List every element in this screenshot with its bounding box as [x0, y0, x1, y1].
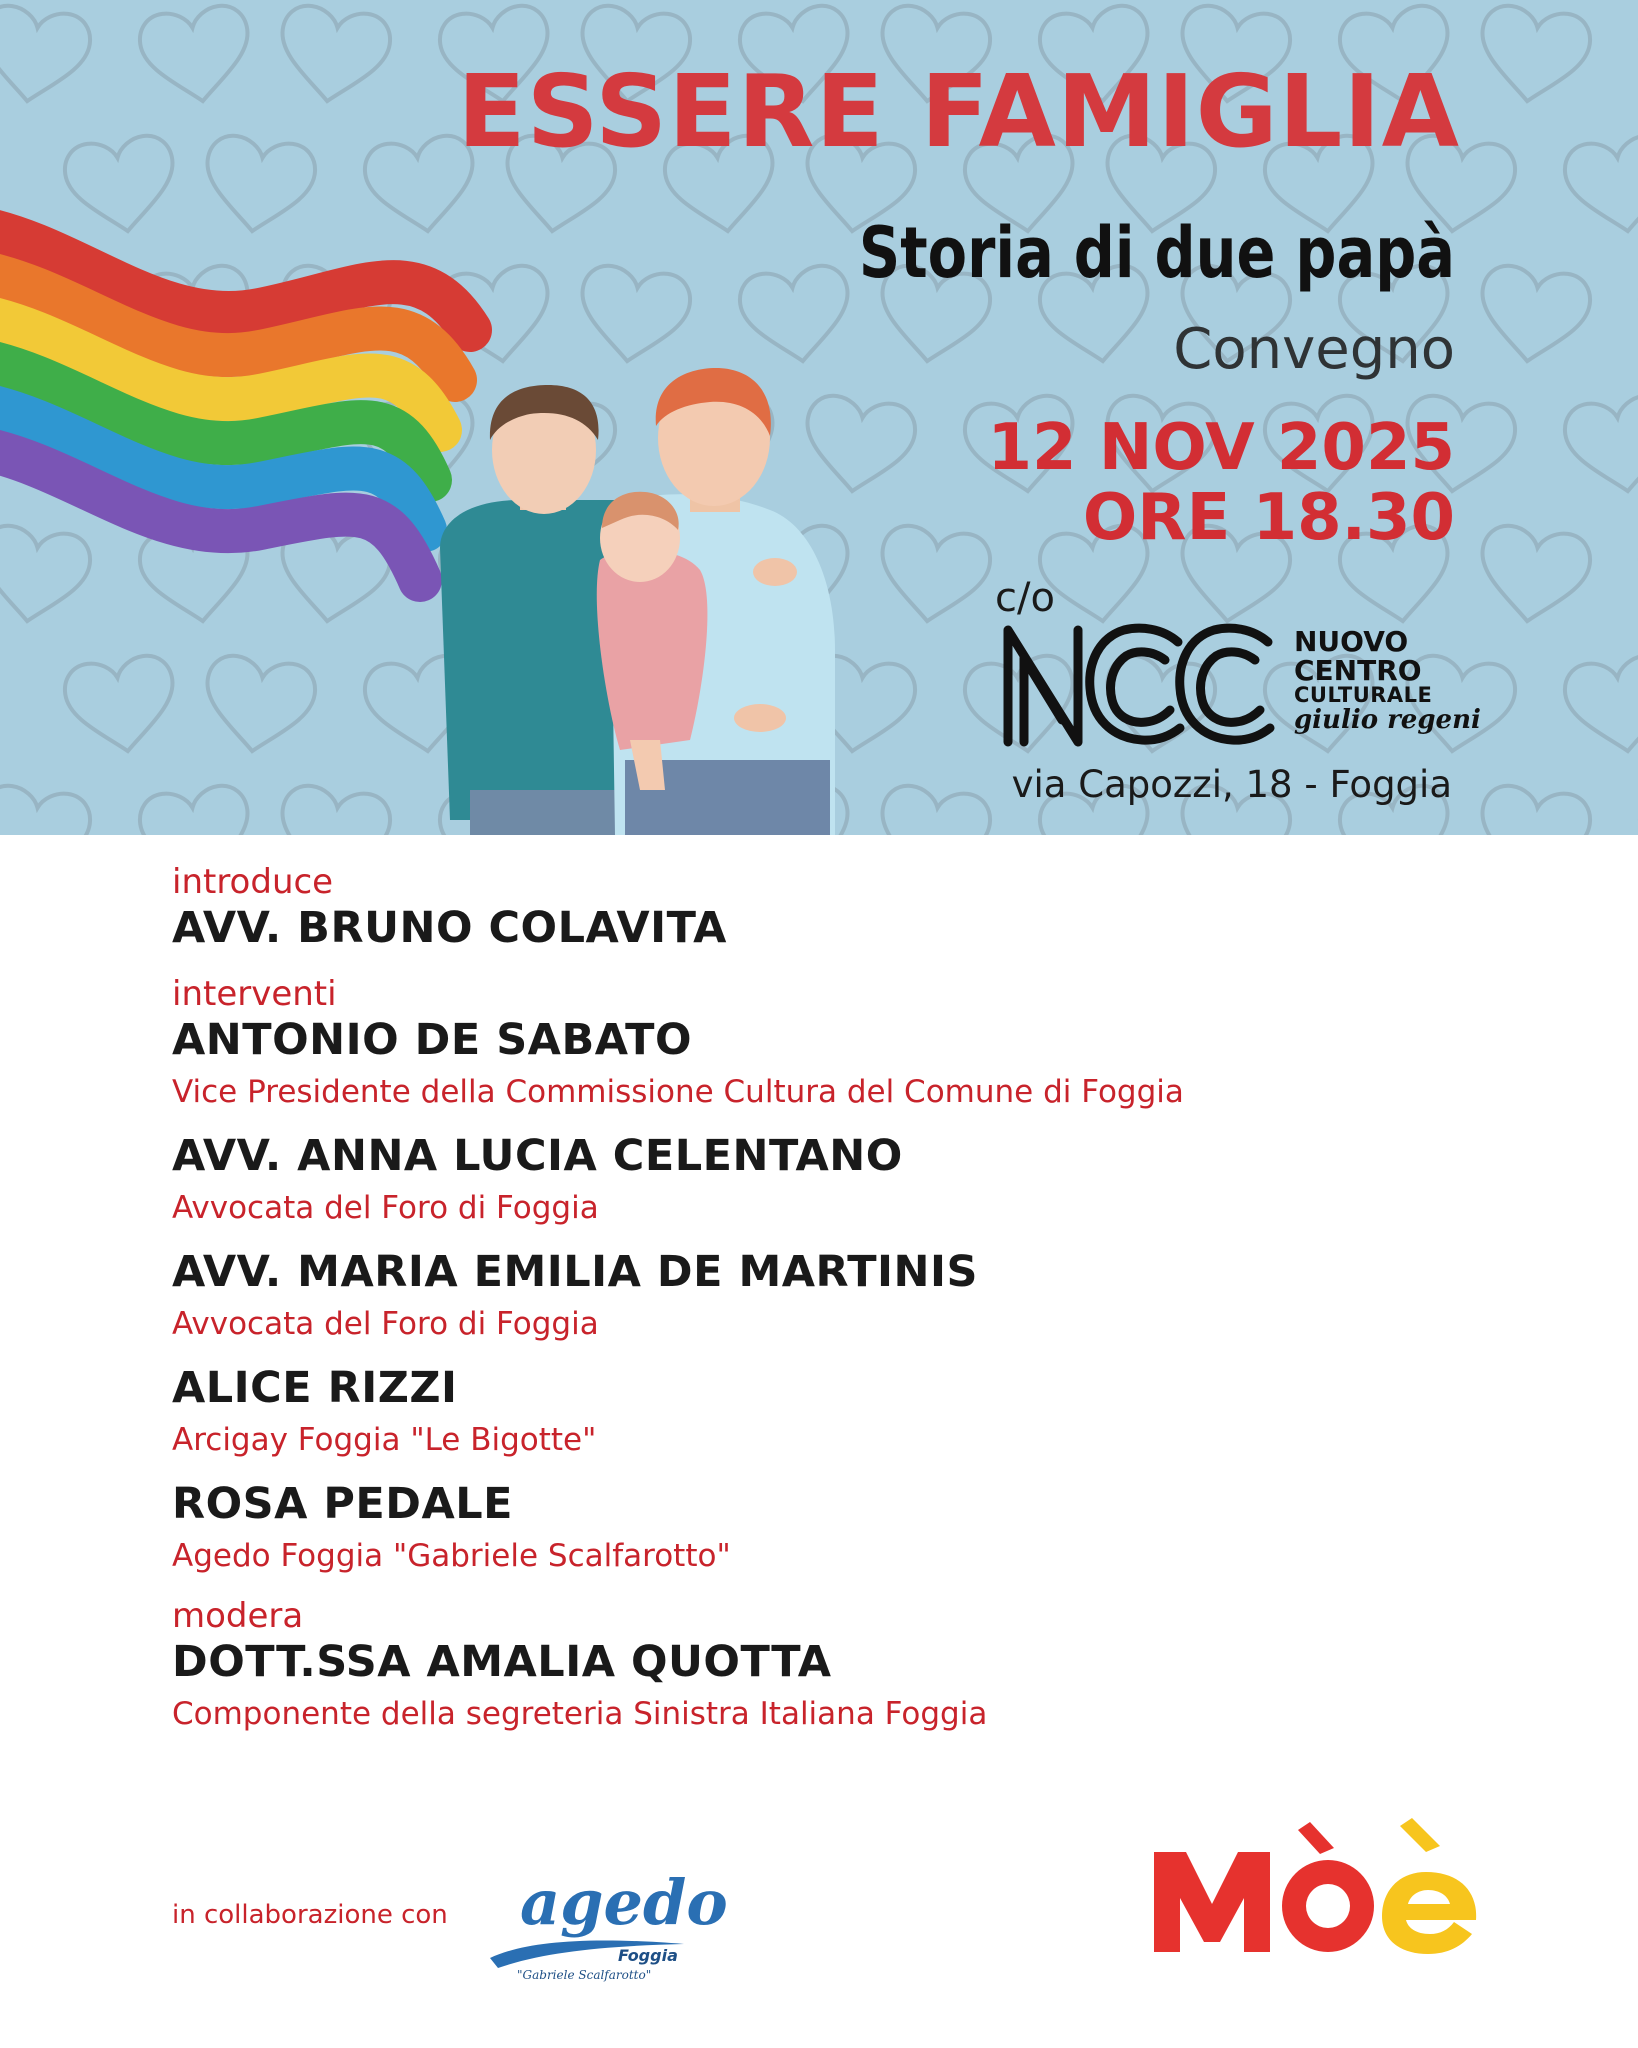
program-section — [172, 862, 1552, 1754]
modera-section — [172, 1596, 1552, 1734]
event-title: ESSERE FAMIGLIA — [457, 53, 1460, 170]
speaker-role: Vice Presidente della Commissione Cultura del Comune di Foggia — [172, 1074, 1184, 1110]
introduce-label: introduce — [172, 862, 334, 902]
speaker-item — [172, 1130, 1552, 1228]
event-type: Convegno — [1173, 317, 1455, 382]
agedo-logo-subtitle: "Gabriele Scalfarotto" — [517, 1968, 652, 1982]
collaboration-label: in collaborazione con — [172, 1900, 448, 1930]
venue-prefix: c/o — [995, 575, 1055, 621]
ncc-logo-text — [1294, 625, 1481, 735]
moderator-role: Componente della segreteria Sinistra Italiana Foggia — [172, 1696, 988, 1732]
header-banner — [0, 0, 1638, 835]
speaker-name: ROSA PEDALE — [172, 1479, 514, 1529]
interventi-label: interventi — [172, 974, 337, 1014]
introduce-section — [172, 862, 1552, 954]
speaker-item — [172, 1362, 1552, 1460]
modera-label: modera — [172, 1596, 304, 1636]
introducer-name: AVV. BRUNO COLAVITA — [172, 903, 727, 953]
interventi-section — [172, 974, 1552, 1576]
event-time: ORE 18.30 — [1082, 481, 1455, 555]
ncc-line-2: CENTRO — [1294, 653, 1422, 687]
speaker-item — [172, 1246, 1552, 1344]
venue-address: via Capozzi, 18 - Foggia — [1011, 763, 1452, 806]
ncc-logo-icon — [1000, 620, 1275, 750]
ncc-line-4: giulio regeni — [1294, 704, 1481, 735]
agedo-logo-word: agedo — [520, 1866, 728, 1939]
speaker-role: Avvocata del Foro di Foggia — [172, 1306, 599, 1342]
ncc-line-1: NUOVO — [1294, 625, 1409, 658]
speaker-item — [172, 1014, 1552, 1112]
speaker-role: Avvocata del Foro di Foggia — [172, 1190, 599, 1226]
speaker-item — [172, 1478, 1552, 1576]
speaker-name: ANTONIO DE SABATO — [172, 1015, 693, 1065]
speaker-role: Arcigay Foggia "Le Bigotte" — [172, 1422, 597, 1458]
moe-logo-icon — [1150, 1812, 1480, 1962]
moderator-name: DOTT.SSA AMALIA QUOTTA — [172, 1637, 832, 1687]
speaker-name: AVV. ANNA LUCIA CELENTANO — [172, 1131, 903, 1181]
agedo-logo-city: Foggia — [618, 1946, 678, 1965]
event-date: 12 NOV 2025 — [987, 411, 1455, 485]
speaker-name: AVV. MARIA EMILIA DE MARTINIS — [172, 1247, 978, 1297]
speaker-role: Agedo Foggia "Gabriele Scalfarotto" — [172, 1538, 731, 1574]
speaker-name: ALICE RIZZI — [172, 1363, 458, 1413]
event-subtitle: Storia di due papà — [858, 212, 1455, 294]
ncc-line-3: CULTURALE — [1294, 683, 1433, 708]
